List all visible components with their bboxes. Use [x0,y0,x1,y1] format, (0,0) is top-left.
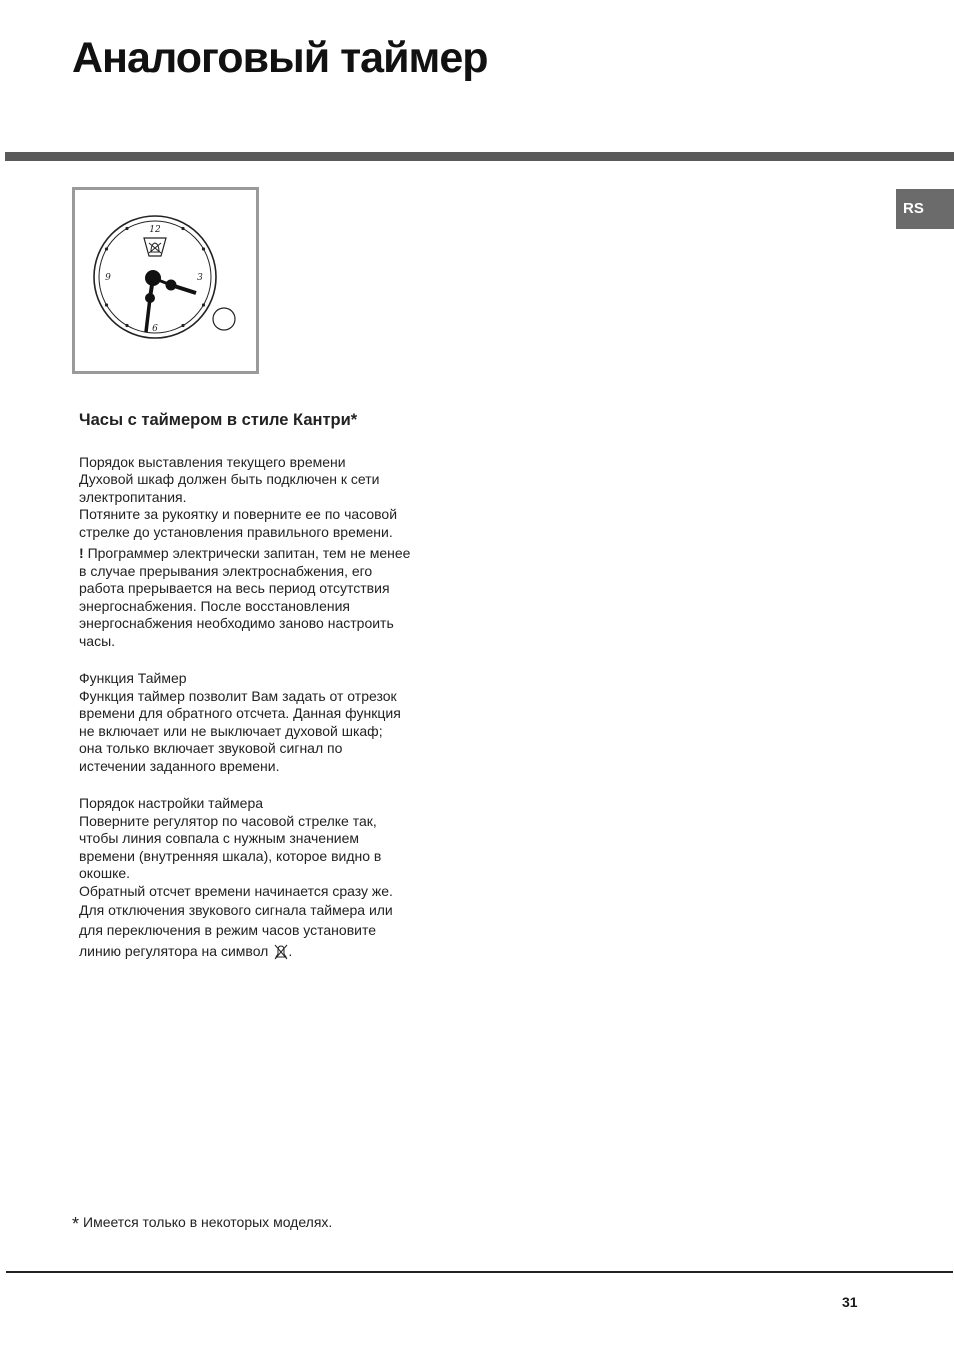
timer-setup-section [79,795,449,961]
paragraph-line: стрелке до установления правильного времени. [79,523,393,540]
last-line-end: . [288,943,293,959]
analog-timer-clock-icon [75,190,256,371]
numeral-3: 3 [197,273,203,283]
paragraph-line [79,545,449,563]
section-heading: Часы с таймером в стиле Кантри* [79,411,358,429]
language-tab: RS [896,189,954,229]
warning-mark: ! [79,545,84,561]
paragraph-line: часы. [79,632,116,649]
paragraph-line: истечении заданного времени. [79,757,280,774]
warning-line: Программер электрически запитан, тем не менее [87,545,411,561]
main-content [79,412,449,961]
footer-divider [6,1271,953,1273]
bell-off-icon [274,944,288,960]
numeral-12: 12 [149,225,161,235]
paragraph-line: Потяните за рукоятку и поверните ее по часовой [79,506,398,522]
paragraph-line: окошке. [79,865,131,881]
paragraph-line: Поверните регулятор по часовой стрелке так, [79,812,377,829]
paragraph-line: Для отключения звукового сигнала таймера или [79,902,393,918]
paragraph-line: Функция таймер позволит Вам задать от отрезок [79,687,397,704]
paragraph-line: работа прерывается на весь период отсутствия [79,580,390,596]
knob-circle [213,308,235,330]
paragraph-line: времени (внутренняя шкала), которое видно в [79,847,382,864]
page-number: 31 [842,1294,858,1310]
paragraph-line: электропитания. [79,488,187,505]
warning-note [79,545,449,650]
header-divider [5,152,954,161]
timer-function-title: Функция Таймер [79,670,187,686]
set-time-section [79,454,449,542]
numeral-6: 6 [152,324,158,334]
footnote-mark: * [72,1214,80,1234]
bell-off-icon [144,238,166,256]
last-line-text: линию регулятора на символ [79,943,269,959]
paragraph-line: она только включает звуковой сигнал по [79,740,343,756]
paragraph-line: энергоснабжения. После восстановления [79,597,350,614]
paragraph-line: Духовой шкаф должен быть подключен к сети [79,471,380,487]
timer-setup-title: Порядок настройки таймера [79,795,264,811]
paragraph-line: не включает или не выключает духовой шкаф; [79,722,383,739]
page-title: Аналоговый таймер [72,34,488,82]
paragraph-line: Обратный отсчет времени начинается сразу же. [79,882,393,899]
paragraph-line: времени для обратного отсчета. Данная функция [79,705,401,721]
paragraph-line: энергоснабжения необходимо заново настроить [79,615,394,631]
paragraph-line: для переключения в режим часов установите [79,921,376,938]
footnote-text: Имеется только в некоторых моделях. [83,1214,333,1230]
paragraph-line: в случае прерывания электроснабжения, его [79,562,373,579]
paragraph-line: чтобы линия совпала с нужным значением [79,830,360,846]
timer-function-section [79,670,449,775]
timer-illustration [72,187,259,374]
numeral-9: 9 [105,273,111,283]
footnote [72,1214,332,1235]
set-time-title: Порядок выставления текущего времени [79,453,346,470]
paragraph-line [79,943,449,961]
